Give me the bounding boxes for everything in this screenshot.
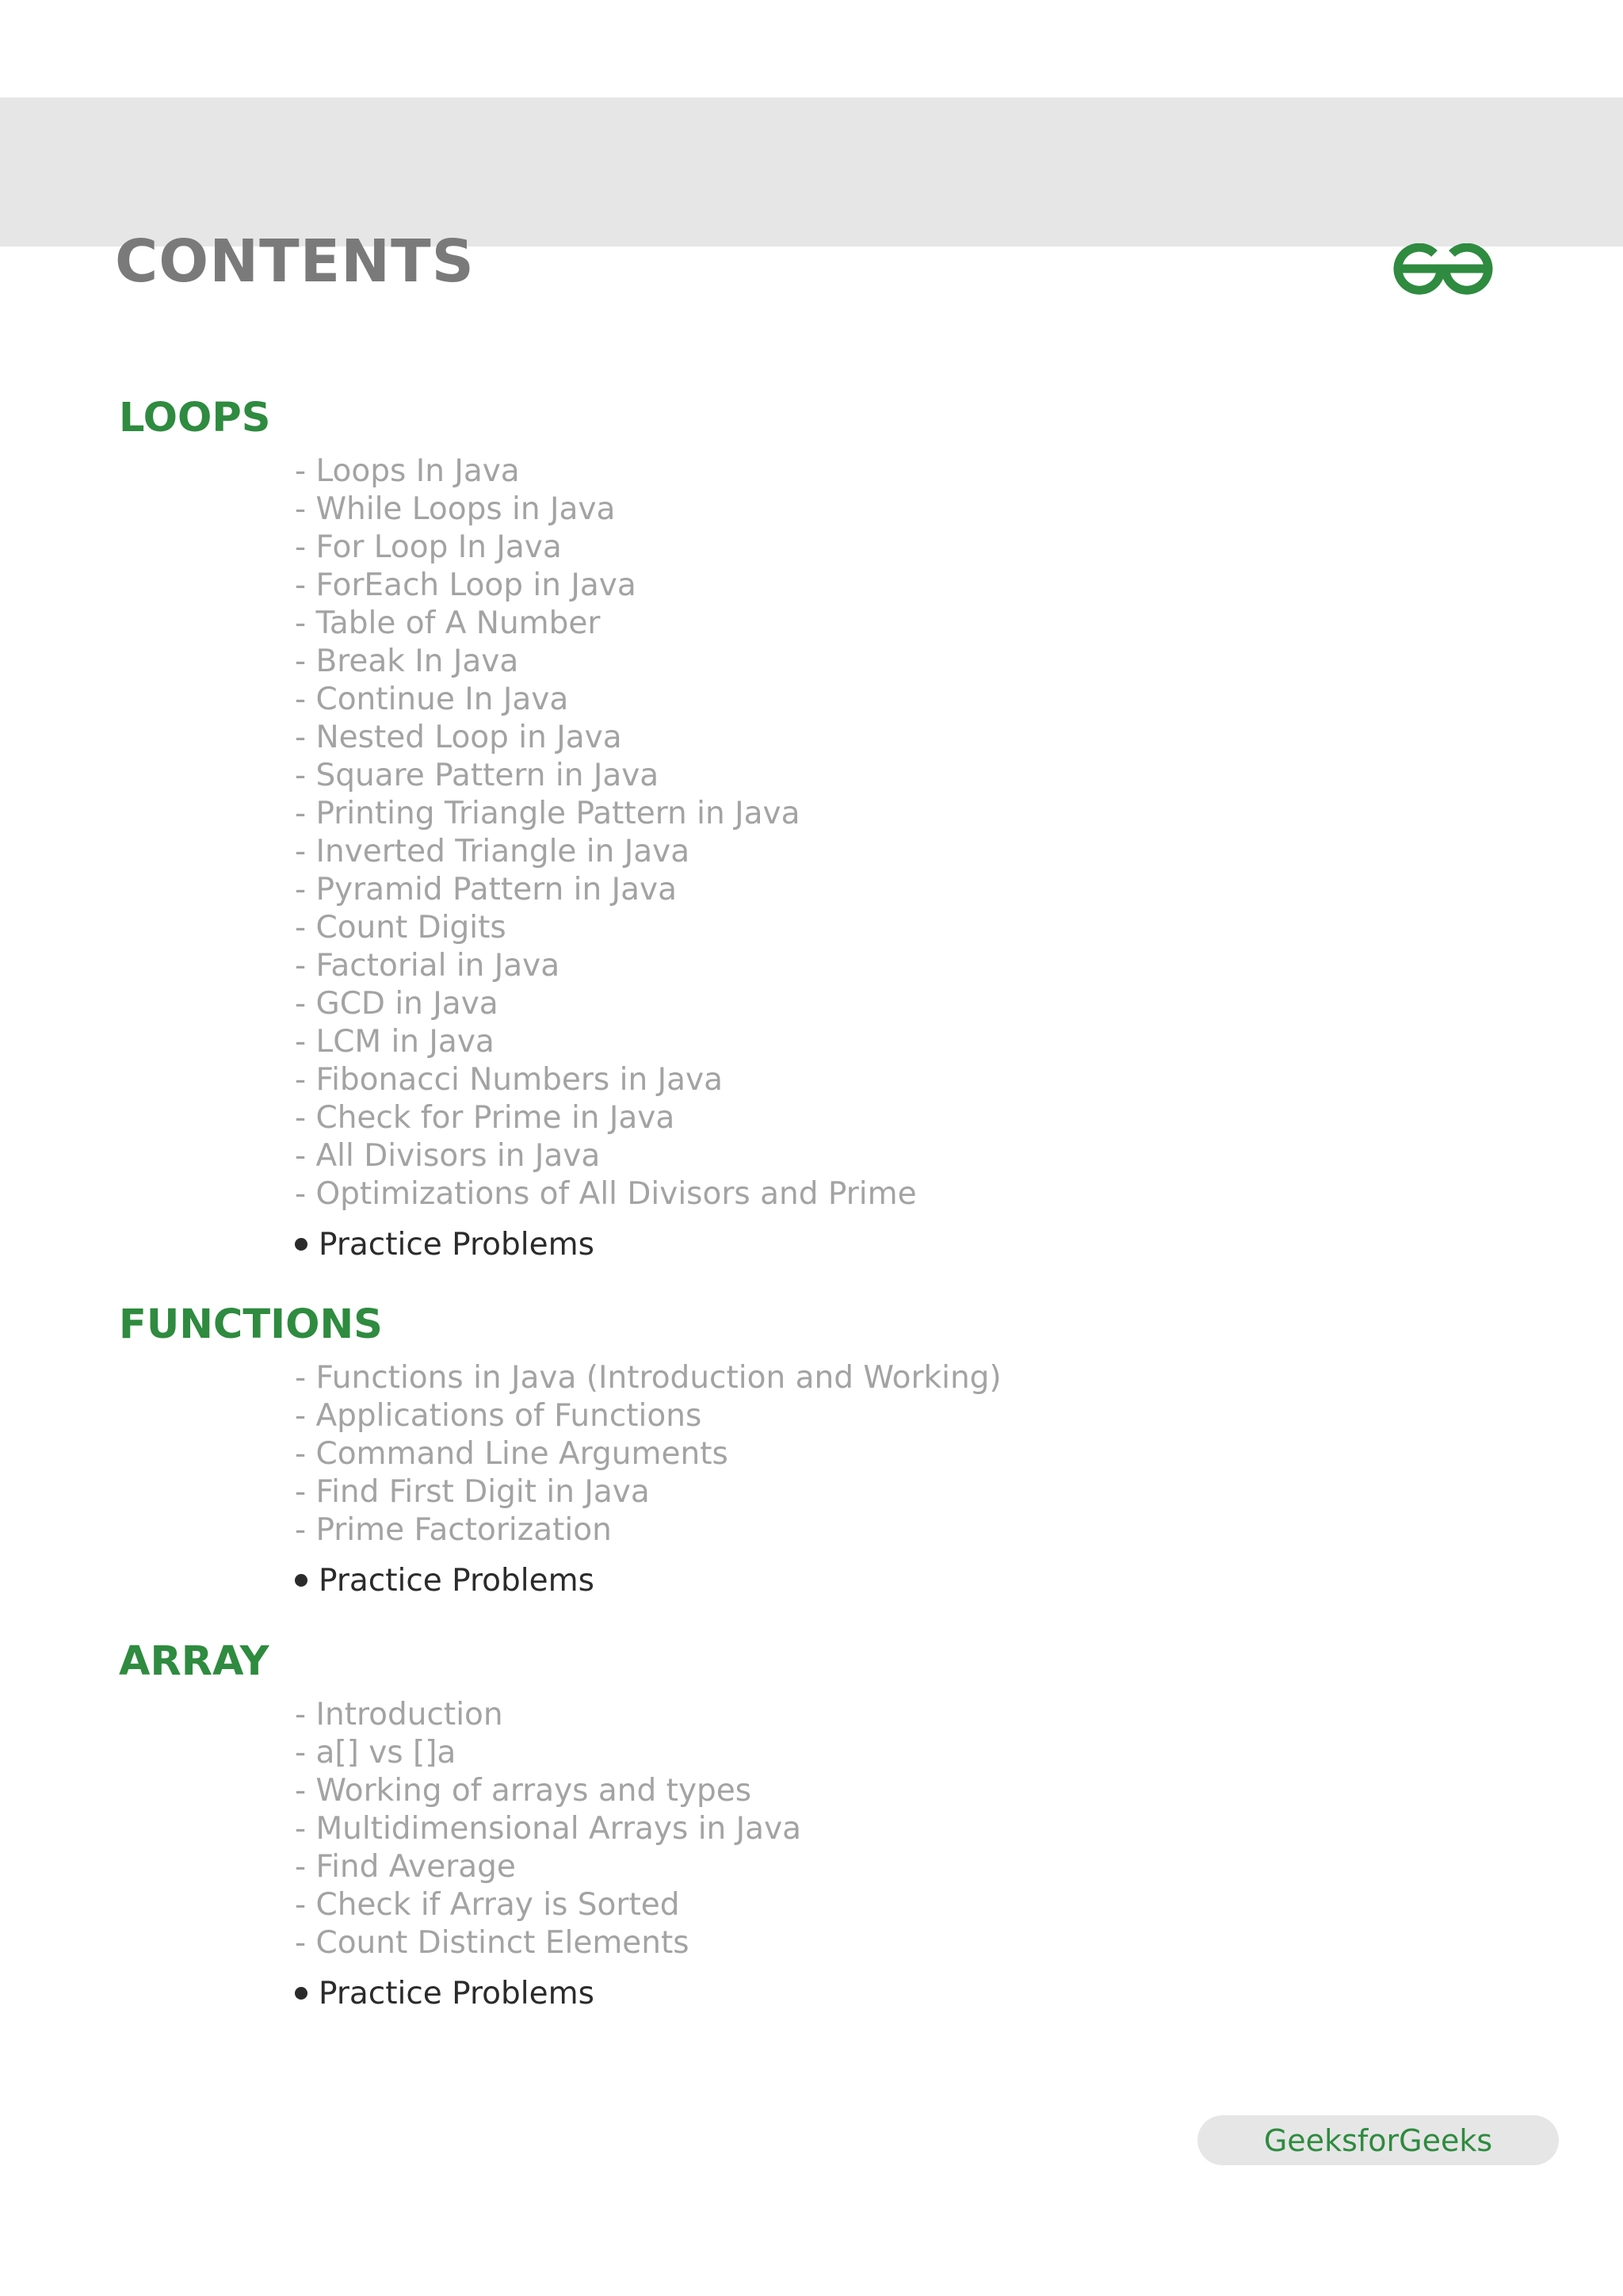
- practice-problems-link[interactable]: [295, 1975, 1545, 2013]
- section-functions: [119, 1301, 1545, 1600]
- list-item[interactable]: - ForEach Loop in Java: [295, 567, 636, 603]
- list-item[interactable]: - Functions in Java (Introduction and Working): [295, 1360, 1002, 1396]
- list-item[interactable]: - Applications of Functions: [295, 1398, 702, 1434]
- section-array: [119, 1638, 1545, 2013]
- list-item[interactable]: - While Loops in Java: [295, 491, 616, 527]
- practice-label: Practice Problems: [319, 1227, 594, 1263]
- bullet-icon: [295, 1987, 307, 2000]
- list-item[interactable]: - Inverted Triangle in Java: [295, 834, 690, 869]
- list-item[interactable]: - Working of arrays and types: [295, 1773, 752, 1809]
- header-band: [0, 97, 1623, 296]
- list-item[interactable]: - a[] vs []a: [295, 1735, 456, 1771]
- practice-label: Practice Problems: [319, 1976, 594, 2011]
- list-item[interactable]: - Nested Loop in Java: [295, 720, 622, 755]
- list-item[interactable]: - All Divisors in Java: [295, 1138, 601, 1174]
- section-heading: FUNCTIONS: [119, 1301, 383, 1348]
- bullet-icon: [295, 1574, 307, 1587]
- list-item[interactable]: - Multidimensional Arrays in Java: [295, 1811, 802, 1847]
- topic-list: [295, 1696, 1545, 1962]
- list-item[interactable]: - Find Average: [295, 1849, 516, 1885]
- topic-list: [295, 1359, 1545, 1549]
- topic-list: [295, 453, 1545, 1213]
- list-item[interactable]: - Factorial in Java: [295, 948, 560, 984]
- section-heading: LOOPS: [119, 395, 271, 441]
- list-item[interactable]: - Check if Array is Sorted: [295, 1887, 680, 1923]
- list-item[interactable]: - Loops In Java: [295, 453, 520, 489]
- list-item[interactable]: - GCD in Java: [295, 986, 498, 1022]
- practice-label: Practice Problems: [319, 1563, 594, 1599]
- list-item[interactable]: - Pyramid Pattern in Java: [295, 872, 678, 907]
- list-item[interactable]: - LCM in Java: [295, 1024, 495, 1060]
- list-item[interactable]: - Check for Prime in Java: [295, 1100, 675, 1136]
- list-item[interactable]: - Find First Digit in Java: [295, 1474, 650, 1510]
- list-item[interactable]: - Command Line Arguments: [295, 1436, 728, 1472]
- practice-problems-link[interactable]: [295, 1226, 1545, 1264]
- list-item[interactable]: - Break In Java: [295, 644, 519, 679]
- section-loops: [119, 395, 1545, 1264]
- list-item[interactable]: - Introduction: [295, 1697, 503, 1733]
- footer-brand: GeeksforGeeks: [1263, 2122, 1493, 2158]
- list-item[interactable]: - Optimizations of All Divisors and Prime: [295, 1176, 917, 1212]
- list-item[interactable]: - Continue In Java: [295, 682, 569, 717]
- bullet-icon: [295, 1238, 307, 1251]
- page-title: CONTENTS: [115, 227, 475, 296]
- list-item[interactable]: - Square Pattern in Java: [295, 758, 659, 793]
- list-item[interactable]: - Prime Factorization: [295, 1512, 612, 1548]
- practice-problems-link[interactable]: [295, 1562, 1545, 1600]
- section-heading: ARRAY: [119, 1638, 269, 1685]
- footer-brand-badge: [1197, 2115, 1559, 2165]
- list-item[interactable]: - For Loop In Java: [295, 529, 562, 565]
- list-item[interactable]: - Count Distinct Elements: [295, 1925, 689, 1961]
- list-item[interactable]: - Table of A Number: [295, 606, 601, 641]
- gfg-logo-icon: [1393, 243, 1493, 296]
- list-item[interactable]: - Printing Triangle Pattern in Java: [295, 796, 800, 831]
- list-item[interactable]: - Count Digits: [295, 910, 506, 946]
- list-item[interactable]: - Fibonacci Numbers in Java: [295, 1062, 723, 1098]
